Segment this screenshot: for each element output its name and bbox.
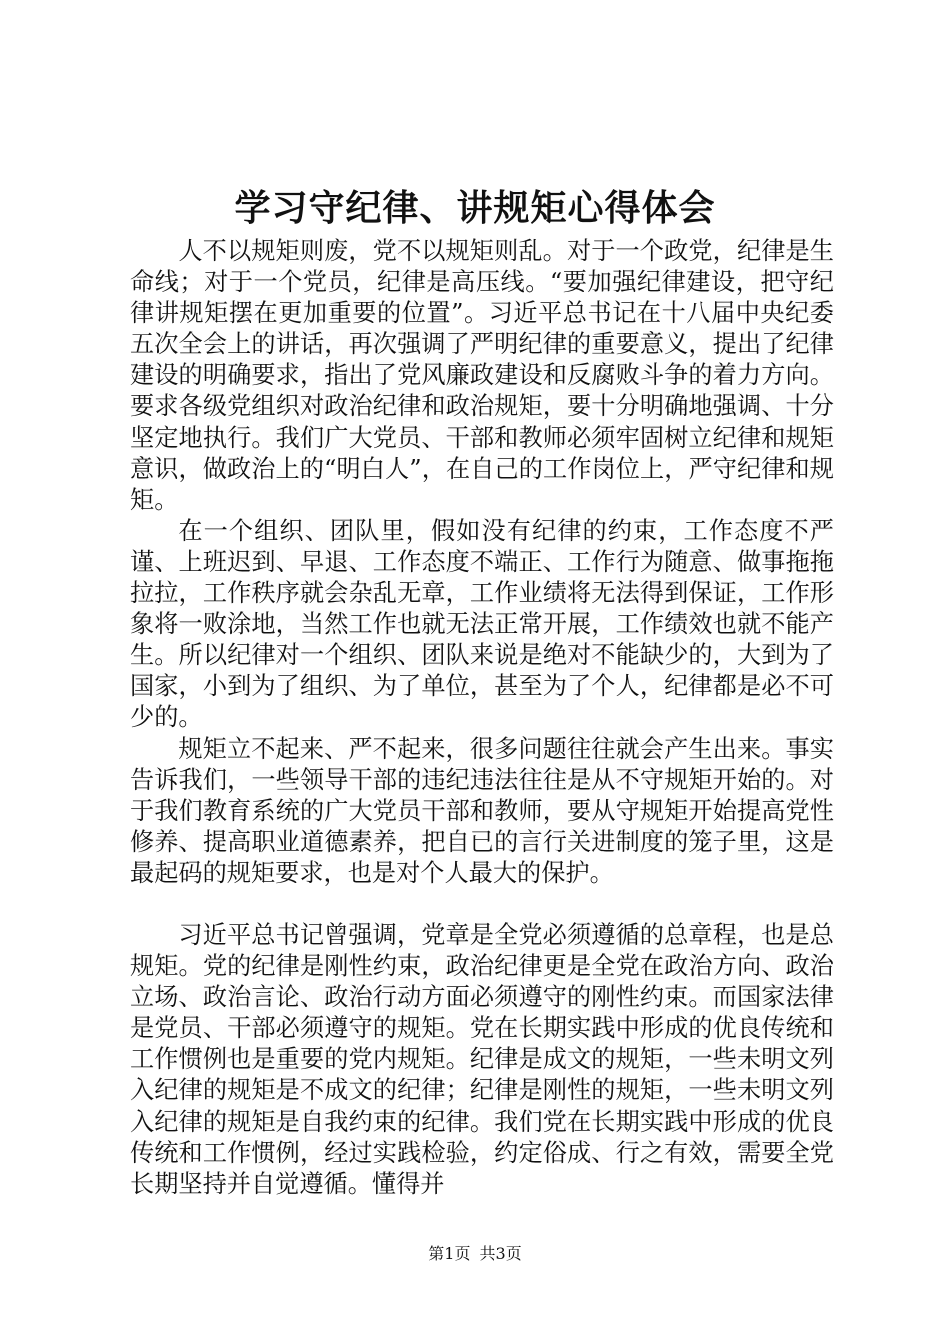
- paragraph-spacer: [130, 889, 834, 920]
- paragraph-2: 在一个组织、团队里，假如没有纪律的约束，工作态度不严谨、上班迟到、早退、工作态度不端正、工作行为随意、做事拖拖拉拉，工作秩序就会杂乱无章，工作业绩将无法得到保证，工作形象将一败涂地，当然工作也就无法正常开展，工作绩效也就不能产生。所以纪律对一个组织、团队来说是绝对不能缺少的，大到为了国家，小到为了组织、为了单位，甚至为了个人，纪律都是必不可少的。: [130, 516, 834, 732]
- page-footer: [0, 1244, 950, 1264]
- paragraph-3: 规矩立不起来、严不起来，很多问题往往就会产生出来。事实告诉我们，一些领导干部的违纪违法往往是从不守规矩开始的。对于我们教育系统的广大党员干部和教师，要从守规矩开始提高党性修养、提高职业道德素养，把自已的言行关进制度的笼子里，这是最起码的规矩要求，也是对个人最大的保护。: [130, 734, 834, 887]
- document-body: [130, 236, 834, 1200]
- paragraph-1: 人不以规矩则废，党不以规矩则乱。对于一个政党，纪律是生命线；对于一个党员，纪律是高压线。“要加强纪律建设，把守纪律讲规矩摆在更加重要的位置”。习近平总书记在十八届中央纪委五次全会上的讲话，再次强调了严明纪律的重要意义，提出了纪律建设的明确要求，指出了党风廉政建设和反腐败斗争的着力方向。要求各级党组织对政治纪律和政治规矩，要十分明确地强调、十分坚定地执行。我们广大党员、干部和教师必须牢固树立纪律和规矩意识，做政治上的“明白人”，在自己的工作岗位上，严守纪律和规矩。: [130, 237, 834, 514]
- document-title: 学习守纪律、讲规矩心得体会: [234, 187, 716, 229]
- page-number: 第1页: [428, 1244, 471, 1263]
- page-total: 共3页: [479, 1244, 522, 1263]
- paragraph-4: 习近平总书记曾强调，党章是全党必须遵循的总章程，也是总规矩。党的纪律是刚性约束，政治纪律更是全党在政治方向、政治立场、政治言论、政治行动方面必须遵守的刚性约束。而国家法律是党员、干部必须遵守的规矩。党在长期实践中形成的优良传统和工作惯例也是重要的党内规矩。纪律是成文的规矩，一些未明文列入纪律的规矩是不成文的纪律；纪律是刚性的规矩，一些未明文列入纪律的规矩是自我约束的纪律。我们党在长期实践中形成的优良传统和工作惯例，经过实践检验，约定俗成、行之有效，需要全党长期坚持并自觉遵循。懂得并: [130, 920, 834, 1198]
